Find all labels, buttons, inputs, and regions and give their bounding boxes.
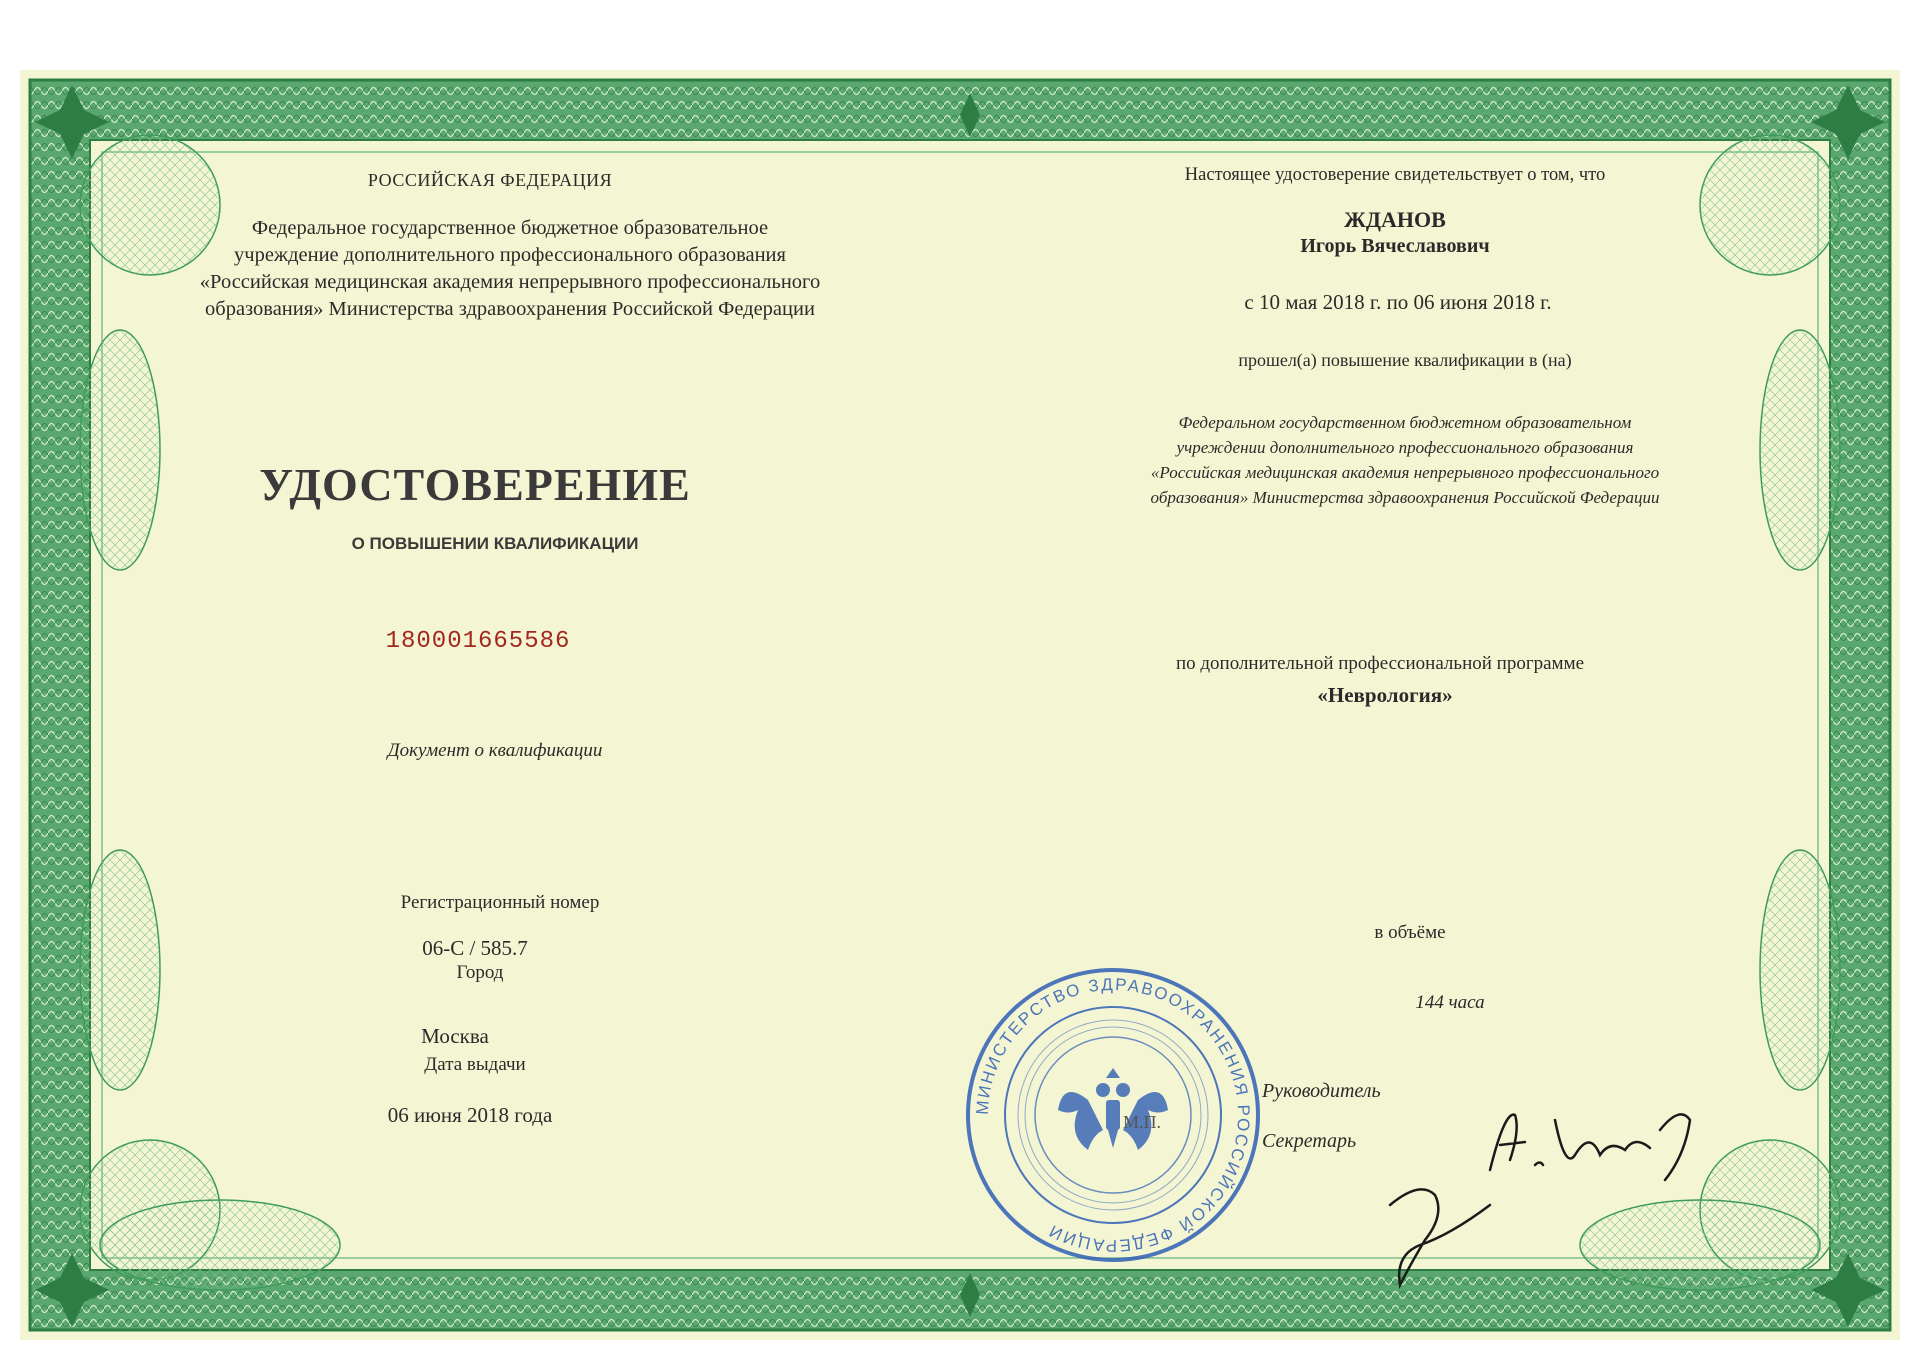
training-institution-line: учреждении дополнительного профессионального образования <box>1176 438 1634 457</box>
volume-hours: 144 часа <box>1415 992 1485 1013</box>
training-institution-line: образования» Министерства здравоохранения Российской Федерации <box>1150 488 1660 507</box>
passed-training-label: прошел(а) повышение квалификации в (на) <box>1238 350 1572 370</box>
country-label: РОССИЙСКАЯ ФЕДЕРАЦИЯ <box>367 170 613 190</box>
volume-label: в объёме <box>1374 922 1446 943</box>
issue-date: 06 июня 2018 года <box>387 1103 553 1127</box>
secretary-signature <box>1380 1175 1510 1295</box>
eagle-emblem-icon <box>1058 1068 1168 1150</box>
seal-text: МИНИСТЕРСТВО ЗДРАВООХРАНЕНИЯ РОССИЙСКОЙ ФЕДЕРАЦИИ <box>972 974 1254 1256</box>
issuer-line: образования» Министерства здравоохранения Российской Федерации <box>205 298 815 320</box>
program-label: по дополнительной профессиональной программе <box>1175 653 1585 674</box>
training-institution-line: Федеральном государственном бюджетном образовательном <box>1178 413 1632 432</box>
holder-surname: ЖДАНОВ <box>1344 207 1446 232</box>
certification-intro: Настоящее удостоверение свидетельствует о том, что <box>1184 165 1606 185</box>
secretary-signature-label: Секретарь <box>1262 1130 1357 1152</box>
issuer-line: учреждение дополнительного профессионального образования <box>234 244 786 266</box>
training-period: с 10 мая 2018 г. по 06 июня 2018 г. <box>1244 290 1552 314</box>
document-subtitle: О ПОВЫШЕНИИ КВАЛИФИКАЦИИ <box>351 534 639 553</box>
issue-date-label: Дата выдачи <box>424 1054 526 1075</box>
city-value: Москва <box>421 1024 489 1048</box>
registration-number-label: Регистрационный номер <box>400 892 600 913</box>
head-signature-label: Руководитель <box>1262 1080 1381 1102</box>
issuer-line: Федеральное государственное бюджетное образовательное <box>251 217 769 239</box>
city-label: Город <box>456 962 504 983</box>
qualification-document-label: Документ о квалификации <box>387 740 603 761</box>
issuer-institution <box>200 215 820 323</box>
program-name: «Неврология» <box>1317 683 1453 707</box>
training-institution-line: «Российская медицинская академия непрерывного профессионального <box>1150 463 1660 482</box>
head-signature <box>1480 1100 1710 1190</box>
training-institution <box>1151 410 1660 510</box>
document-title: УДОСТОВЕРЕНИЕ <box>259 459 691 510</box>
seal-mark: М.П. <box>1123 1112 1162 1132</box>
official-seal-stamp <box>958 960 1268 1270</box>
issuer-line: «Российская медицинская академия непрерывного профессионального <box>199 271 821 293</box>
serial-number: 180001665586 <box>385 628 571 655</box>
registration-number: 06-С / 585.7 <box>422 936 528 960</box>
holder-given-names: Игорь Вячеславович <box>1300 235 1490 257</box>
